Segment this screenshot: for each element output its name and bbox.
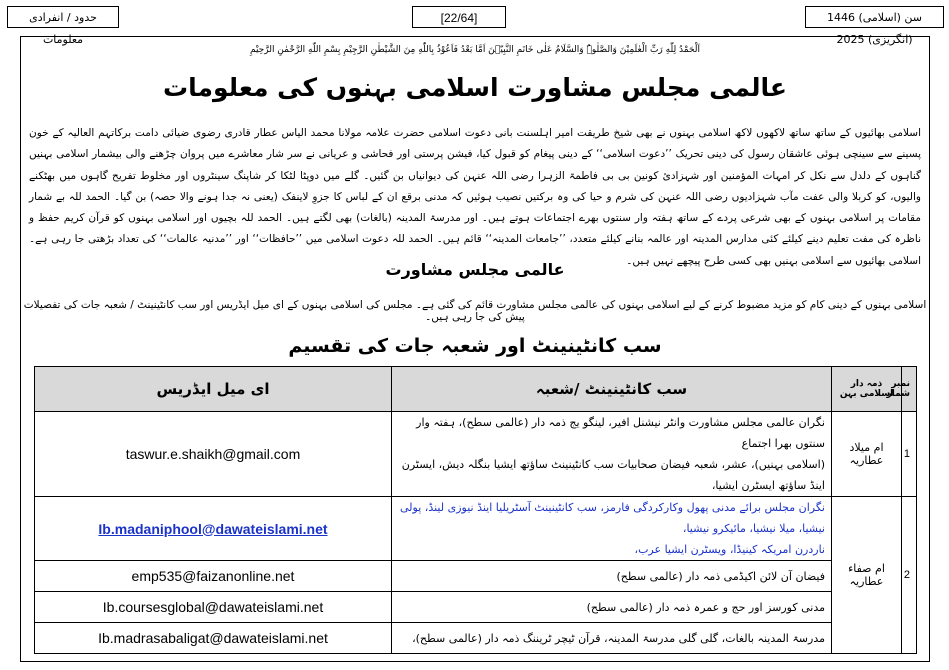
table-row xyxy=(35,623,917,654)
page-number: [22/64] xyxy=(412,6,506,28)
subheading: عالمی مجلس مشاورت xyxy=(385,260,565,279)
table-header-row xyxy=(35,367,917,412)
header-num: نمبر شمار xyxy=(902,367,917,412)
email-address[interactable]: emp535@faizanonline.net xyxy=(35,561,392,592)
header-responsible: ذمہ دار اسلامی بہن xyxy=(832,367,902,412)
responsibility-cell xyxy=(392,412,832,497)
document-frame xyxy=(20,36,930,662)
responsible-name: ام صفاء عطاریہ xyxy=(832,497,902,654)
email-address[interactable]: taswur.e.shaikh@gmail.com xyxy=(35,412,392,497)
email-address[interactable]: Ib.coursesglobal@dawateislami.net xyxy=(35,592,392,623)
intro-paragraph: اسلامی بھائیوں کے ساتھ ساتھ لاکھوں لاکھ اسلامی بہنوں نے بھی شیخ طریقت امیر اہلسنت بانی دعوت اسلامی حضرت علامہ مولانا محمد الیاس عطار قادری رضوی ضیائی دامت برکاتہم العالیہ کے خون پسینے سے سینچی ہوئی عاشقان رسول کی دینی تحریک ’’دعوت اسلامی‘‘ کے دینی پیغام کو قبول کیا، فیشن پرستی اور فحاشی و عریانی نے سر شار معاشرے میں پروان چڑھنے والی بیشمار اسلامی بہنیں گناہوں کے دلدل سے نکل کر امہات المؤمنین اور شہزادیٔ کونین بی بی فاطمۃ الزہرا رضی اللہ عنہن کی دیوانیاں بن گئیں۔ گلے میں دوپٹا لٹکا کر شاپنگ سینٹروں اور مخلوط تفریح گاہوں میں بھٹکنے والیوں، کو کربلا والی عفت مآب شہزادیوں رضی اللہ عنہن کی شرم و حیا کی وہ برکتیں نصیب ہوئیں کہ مدنی برقع ان کے لباس کا جزوِ لاینفک (یعنی نہ جدا ہونے والا حصہ) بن گیا۔ الحمد للہ بے شمار مقامات پر اسلامی بہنوں کے بھی شرعی پردے کے ساتھ ہفتہ وار سنتوں بھرے اجتماعات ہوتے ہیں۔ اور مدرسۃ المدینہ (بالغات) بھی لگتے ہیں۔ الحمد للہ بچیوں اور اسلامی بہنوں کو قرآن کریم حفظ و ناظرہ کی مفت تعلیم دینے کیلئے کئی مدارس المدینہ اور عالمہ بنانے کیلئے متعدد، ’’جامعات المدینہ‘‘ قائم ہیں۔ الحمد للہ دعوت اسلامی میں ’’حافظات‘‘ اور ’’مدنیہ عالمات‘‘ کی تعداد بڑھتی جا رہی ہے۔ اسلامی بھائیوں سے اسلامی بہنیں بھی کسی طرح پیچھے نہیں ہیں۔ xyxy=(29,127,921,267)
page-title: عالمی مجلس مشاورت اسلامی بہنوں کی معلومات xyxy=(163,73,787,102)
responsibility-line: ناردرن امریکہ کینیڈا، ویسٹرن ایشیا عرب، xyxy=(634,543,825,556)
section-title: سب کانٹینینٹ اور شعبہ جات کی تقسیم xyxy=(288,335,662,357)
responsibility-cell xyxy=(392,497,832,561)
responsibility-line: نگران مجلس برائے مدنی پھول وکارکردگی فارمز، سب کانٹینینٹ آسٹریلیا اینڈ نیوزی لینڈ، پولی نیشیا، میلا نیشیا، مائیکرو نیشیا، xyxy=(400,501,825,535)
email-address[interactable]: Ib.madrasabaligat@dawateislami.net xyxy=(35,623,392,654)
responsible-name: ام میلاد عطاریہ xyxy=(832,412,902,497)
responsibility-cell: مدنی کورسز اور حج و عمرہ ذمہ دار (عالمی سطح) xyxy=(392,592,832,623)
table-row xyxy=(35,412,917,497)
responsibility-cell: مدرسۃ المدینہ بالغات، گلی گلی مدرسۃ المدینہ، قرآن ٹیچر ٹریننگ ذمہ دار (عالمی سطح)، xyxy=(392,623,832,654)
header-left-label: حدود / انفرادی معلومات xyxy=(7,6,119,28)
table-row xyxy=(35,592,917,623)
table-row xyxy=(35,561,917,592)
row-number: 1 xyxy=(902,412,917,497)
row-number: 2 xyxy=(902,497,917,654)
basmala: اَلْحَمْدُ لِلّٰهِ رَبِّ الْعٰلَمِیْنَ وَالصَّلٰوۃُ وَالسَّلَامُ عَلٰی خَاتَمِ النَّبِیّٖنَ اَمَّا بَعْدُ فَاَعُوْذُ بِاللّٰهِ مِنَ الشَّیْطٰنِ الرَّجِیْمِ بِسْمِ اللّٰهِ الرَّحْمٰنِ الرَّحِیْمِ xyxy=(249,45,701,55)
table-row xyxy=(35,497,917,561)
responsibility-table xyxy=(34,366,917,654)
email-address[interactable]: Ib.madaniphool@dawateislami.net xyxy=(35,497,392,561)
header-date-label: سن (اسلامی) 1446 (انگریزی) 2025 xyxy=(805,6,944,28)
header-subcontinent: سب کانٹینینٹ /شعبہ xyxy=(392,367,832,412)
responsibility-line: نگران عالمی مجلس مشاورت وانٹر نیشنل افیر، لینگو یج ذمہ دار (عالمی سطح)، ہفتہ وار سنتوں بھرا اجتماع xyxy=(416,416,825,450)
sub-intro-text: اسلامی بہنوں کے دینی کام کو مزید مضبوط کرنے کے لیے اسلامی بہنوں کی عالمی مجلس مشاورت قائم کی گئی ہے۔ مجلس کی اسلامی بہنوں کے ای میل ایڈریس اور سب کانٹینینٹ / شعبہ جات کی تفصیلات پیش کی جا رہی ہیں۔ xyxy=(23,299,927,323)
responsibility-line: (اسلامی بہنیں)، عشر، شعبہ فیضان صحابیات سب کانٹینینٹ ساؤتھ ایشیا بنگلہ دیش، ایسٹرن اینڈ ساؤتھ ایسٹرن ایشیا، xyxy=(401,458,825,492)
responsibility-cell: فیضان آن لائن اکیڈمی ذمہ دار (عالمی سطح) xyxy=(392,561,832,592)
header-email: ای میل ایڈریس xyxy=(35,367,392,412)
